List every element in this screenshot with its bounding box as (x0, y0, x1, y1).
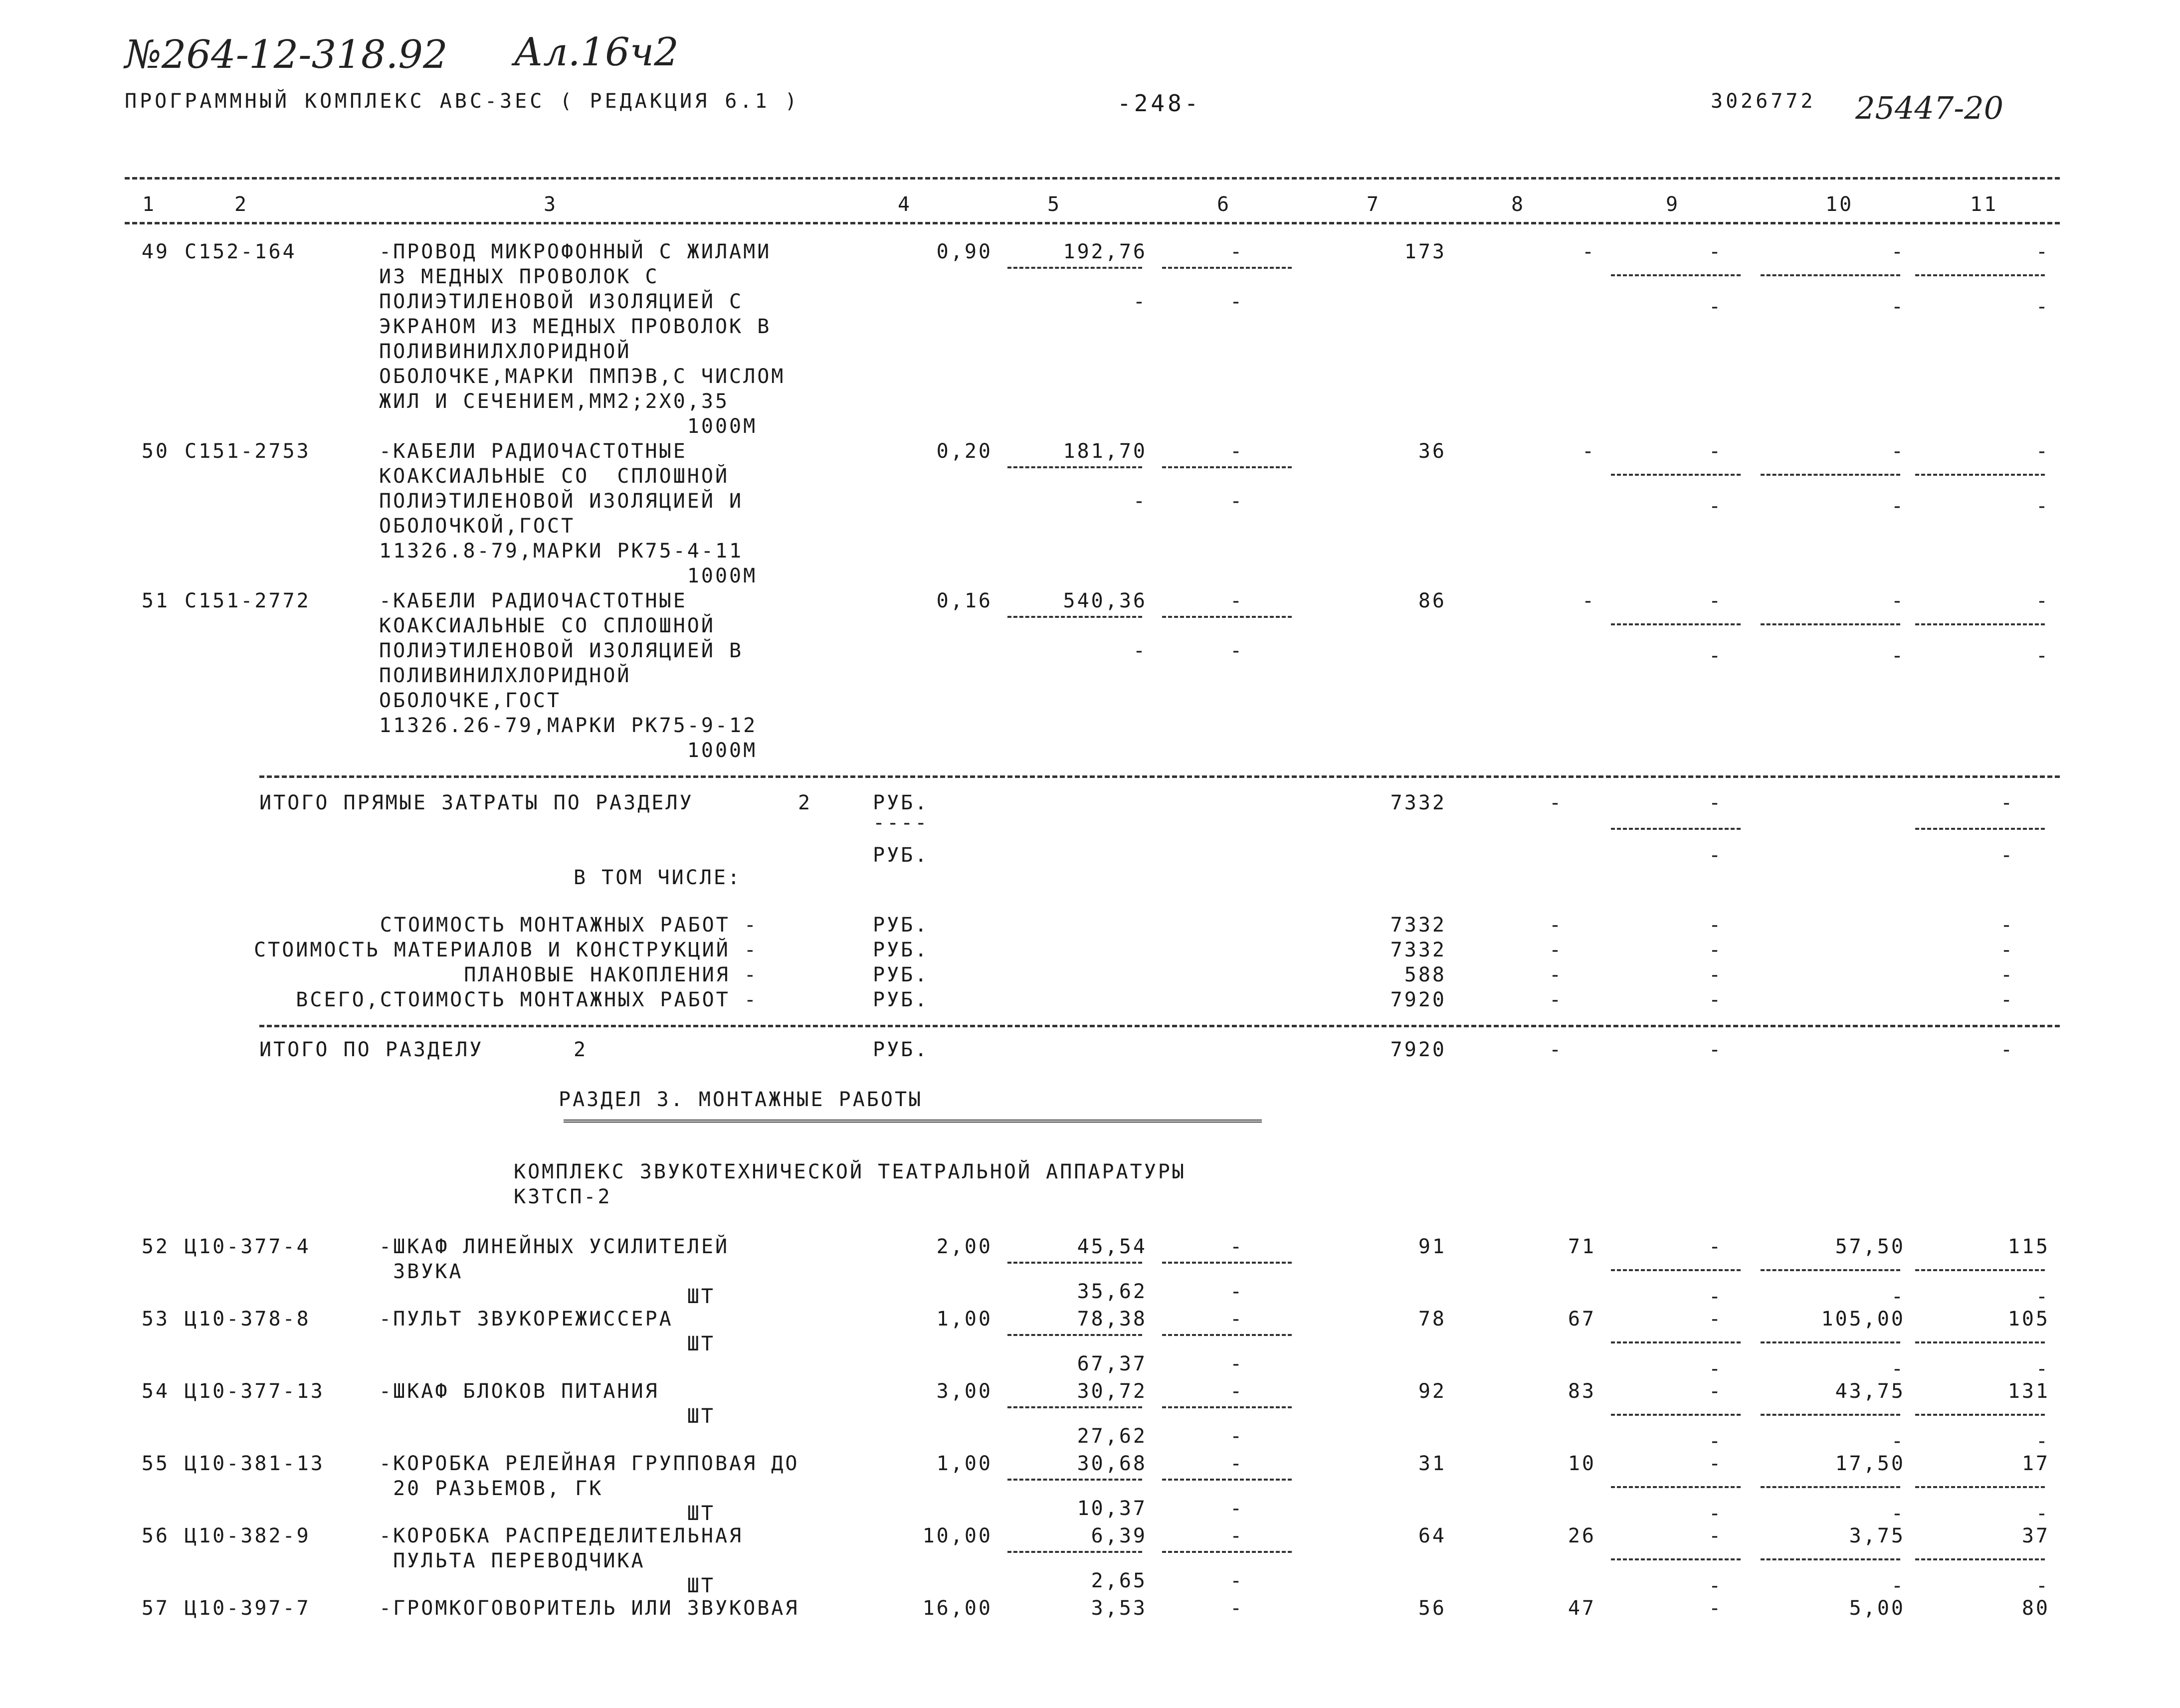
section-3-underline (564, 1120, 1262, 1123)
column-header-3: 3 (544, 193, 558, 216)
cell-qty: 0,90 (936, 240, 992, 263)
column-header-5: 5 (1047, 193, 1062, 216)
fraction-line (1761, 1558, 1900, 1560)
section-total-number: 2 (574, 1038, 588, 1061)
cell-c6: - (1229, 1452, 1244, 1475)
fraction-line (1915, 1341, 2045, 1343)
direct-costs-c7: 7332 (1390, 791, 1446, 814)
cell-c7: 36 (1418, 440, 1446, 463)
cell-qty: 0,20 (936, 440, 992, 463)
cell-price-lower: 10,37 (1077, 1497, 1147, 1520)
cell-price-lower: - (1133, 639, 1147, 662)
cell-c9: - (1708, 1524, 1723, 1547)
fraction-line (1611, 1341, 1741, 1343)
cell-c8: 26 (1568, 1524, 1596, 1547)
fraction-line (1915, 474, 2045, 476)
totals-row-c8: - (1549, 963, 1564, 986)
direct-costs-section: 2 (798, 791, 812, 814)
fraction-line (1761, 1341, 1900, 1343)
cell-c11-lower: - (2035, 1502, 2050, 1525)
section-3-subtitle: КОМПЛЕКС ЗВУКОТЕХНИЧЕСКОЙ ТЕАТРАЛЬНОЙ АППАРАТУРЫ (514, 1160, 1186, 1183)
program-title: ПРОГРАММНЫЙ КОМПЛЕКС АВС-ЗЕС ( РЕДАКЦИЯ 6.1 ) (125, 90, 800, 113)
cell-c8: 83 (1568, 1380, 1596, 1403)
cell-c6: - (1229, 589, 1244, 612)
column-header-8: 8 (1511, 193, 1526, 216)
item-description: -ПУЛЬТ ЗВУКОРЕЖИССЕРА ШТ (379, 1308, 715, 1355)
totals-row-label: ПЛАНОВЫЕ НАКОПЛЕНИЯ - (464, 963, 758, 986)
cell-c11: - (2035, 589, 2050, 612)
cell-c7: 64 (1418, 1524, 1446, 1547)
cell-price: 78,38 (1077, 1308, 1147, 1330)
cell-c9-lower: - (1708, 644, 1723, 667)
cell-c8: - (1582, 240, 1596, 263)
cell-c11-lower: - (2035, 295, 2050, 318)
fraction-line (1915, 623, 2045, 625)
cell-c6: - (1229, 1308, 1244, 1330)
cell-c6-lower: - (1229, 1569, 1244, 1592)
totals-row-c7: 7920 (1390, 988, 1446, 1011)
cell-c6: - (1229, 1380, 1244, 1403)
cell-c11: 80 (2021, 1597, 2050, 1620)
section-3-title: РАЗДЕЛ 3. МОНТАЖНЫЕ РАБОТЫ (559, 1088, 923, 1111)
cell-c8: 47 (1568, 1597, 1596, 1620)
fraction-line (1611, 474, 1741, 476)
cell-c10: 5,00 (1849, 1597, 1905, 1620)
cell-c6-lower: - (1229, 639, 1244, 662)
column-header-6: 6 (1217, 193, 1231, 216)
fraction-line (1915, 1486, 2045, 1488)
row-number: 53 (141, 1308, 170, 1330)
fraction-line (1761, 623, 1900, 625)
totals-row-c11: - (2000, 914, 2015, 937)
totals-row-c11: - (2000, 988, 2015, 1011)
cell-qty: 10,00 (922, 1524, 992, 1547)
cell-price: 3,53 (1091, 1597, 1147, 1620)
cell-c10: 57,50 (1835, 1235, 1905, 1258)
cell-c6-lower: - (1229, 490, 1244, 513)
totals-row-c9: - (1708, 939, 1723, 961)
cell-price: 181,70 (1063, 440, 1147, 463)
cell-c10: 3,75 (1849, 1524, 1905, 1547)
cell-c9-lower: - (1708, 295, 1723, 318)
fraction-line (1162, 1262, 1292, 1264)
direct-costs-c9b: - (1708, 844, 1723, 867)
fraction-line (1761, 1414, 1900, 1416)
rate-code: Ц10-397-7 (185, 1597, 311, 1620)
cell-c10-lower: - (1891, 1502, 1905, 1525)
cell-c7: 91 (1418, 1235, 1446, 1258)
fraction-line (1162, 616, 1292, 618)
cell-c10-lower: - (1891, 1430, 1905, 1453)
row-number: 52 (141, 1235, 170, 1258)
section-3-subtitle-code: КЗТСП-2 (514, 1185, 612, 1208)
rate-code: Ц10-378-8 (185, 1308, 311, 1330)
cell-c10-lower: - (1891, 1357, 1905, 1380)
totals-row-c7: 7332 (1390, 939, 1446, 961)
cell-c11-lower: - (2035, 1357, 2050, 1380)
cell-c10: - (1891, 240, 1905, 263)
column-header-4: 4 (898, 193, 912, 216)
fraction-line (1162, 267, 1292, 269)
cell-c10: - (1891, 589, 1905, 612)
document-code: 3026772 (1711, 90, 1816, 113)
cell-price-lower: 27,62 (1077, 1425, 1147, 1448)
totals-row-unit: РУБ. (873, 914, 929, 937)
fraction-line (1007, 616, 1142, 618)
cell-c10-lower: - (1891, 295, 1905, 318)
cell-c8: - (1582, 589, 1596, 612)
cell-price: 6,39 (1091, 1524, 1147, 1547)
column-header-2: 2 (234, 193, 249, 216)
cell-c11: - (2035, 240, 2050, 263)
item-description: -КАБЕЛИ РАДИОЧАСТОТНЫЕ КОАКСИАЛЬНЫЕ СО СПЛОШНОЙ ПОЛИЭТИЛЕНОВОЙ ИЗОЛЯЦИЕЙ В ПОЛИВИНИЛХЛОРИДНОЙ ОБОЛОЧКЕ,ГОСТ 11326.26-79,МАРКИ РК75-9-12 1000М (379, 589, 758, 762)
cell-c11-lower: - (2035, 1430, 2050, 1453)
column-header-9: 9 (1666, 193, 1680, 216)
cell-c10-lower: - (1891, 495, 1905, 518)
cell-c6-lower: - (1229, 1497, 1244, 1520)
handwritten-sheet-note: Ал.16ч2 (514, 30, 679, 75)
fraction-line (1007, 1262, 1142, 1264)
direct-costs-unit-2: РУБ. (873, 844, 929, 867)
fraction-line (1007, 1551, 1142, 1553)
row-number: 51 (141, 589, 170, 612)
including-label: В ТОМ ЧИСЛЕ: (574, 866, 742, 889)
fraction-line (1162, 1334, 1292, 1336)
fraction-line (1611, 274, 1741, 276)
fraction-line (1761, 1269, 1900, 1271)
header-rule-bottom (125, 222, 2060, 224)
cell-c9-lower: - (1708, 1430, 1723, 1453)
fraction-line (1007, 1334, 1142, 1336)
fraction-line (1761, 274, 1900, 276)
section-total-label: ИТОГО ПО РАЗДЕЛУ (259, 1038, 484, 1061)
cell-c7: 86 (1418, 589, 1446, 612)
totals-row-label: ВСЕГО,СТОИМОСТЬ МОНТАЖНЫХ РАБОТ - (296, 988, 758, 1011)
cell-c11-lower: - (2035, 1285, 2050, 1308)
fraction-line (1761, 1486, 1900, 1488)
direct-costs-c9-dash (1611, 828, 1741, 830)
cell-c10: 43,75 (1835, 1380, 1905, 1403)
section-total-c8: - (1549, 1038, 1564, 1061)
totals-row-c7: 7332 (1390, 914, 1446, 937)
totals-rule (259, 775, 2060, 778)
cell-c6-lower: - (1229, 1352, 1244, 1375)
direct-costs-c8: - (1549, 791, 1564, 814)
fraction-line (1915, 1269, 2045, 1271)
cell-c9: - (1708, 1452, 1723, 1475)
cell-price: 192,76 (1063, 240, 1147, 263)
cell-c9: - (1708, 1308, 1723, 1330)
fraction-line (1611, 623, 1741, 625)
row-number: 54 (141, 1380, 170, 1403)
cell-c9-lower: - (1708, 1502, 1723, 1525)
cell-c6: - (1229, 240, 1244, 263)
totals-row-c9: - (1708, 963, 1723, 986)
fraction-line (1611, 1486, 1741, 1488)
cell-qty: 16,00 (922, 1597, 992, 1620)
cell-c10: 17,50 (1835, 1452, 1905, 1475)
cell-price: 30,72 (1077, 1380, 1147, 1403)
fraction-line (1611, 1414, 1741, 1416)
fraction-line (1162, 1406, 1292, 1408)
item-description: -ПРОВОД МИКРОФОННЫЙ С ЖИЛАМИ ИЗ МЕДНЫХ ПРОВОЛОК С ПОЛИЭТИЛЕНОВОЙ ИЗОЛЯЦИЕЙ С ЭКРАНОМ ИЗ МЕДНЫХ ПРОВОЛОК В ПОЛИВИНИЛХЛОРИДНОЙ ОБОЛОЧКЕ,МАРКИ ПМПЭВ,С ЧИСЛОМ ЖИЛ И СЕЧЕНИЕМ,ММ2;2Х0,35 1000М (379, 240, 786, 438)
cell-price: 30,68 (1077, 1452, 1147, 1475)
totals-row-c11: - (2000, 963, 2015, 986)
cell-c9: - (1708, 1380, 1723, 1403)
item-description: -КАБЕЛИ РАДИОЧАСТОТНЫЕ КОАКСИАЛЬНЫЕ СО СПЛОШНОЙ ПОЛИЭТИЛЕНОВОЙ ИЗОЛЯЦИЕЙ И ОБОЛОЧКОЙ,ГОСТ 11326.8-79,МАРКИ РК75-4-11 1000М (379, 440, 758, 587)
rate-code: Ц10-377-13 (185, 1380, 325, 1403)
direct-costs-c11: - (2000, 791, 2015, 814)
item-description: -ШКАФ БЛОКОВ ПИТАНИЯ ШТ (379, 1380, 715, 1428)
row-number: 50 (141, 440, 170, 463)
cell-c11: 115 (2007, 1235, 2050, 1258)
page-number: -248- (1117, 90, 1201, 117)
cell-c10-lower: - (1891, 644, 1905, 667)
cell-price: 45,54 (1077, 1235, 1147, 1258)
handwritten-code: 25447-20 (1855, 90, 2004, 126)
row-number: 55 (141, 1452, 170, 1475)
handwritten-reg-number: №264-12-318.92 (125, 32, 448, 77)
cell-c7: 31 (1418, 1452, 1446, 1475)
rate-code: Ц10-382-9 (185, 1524, 311, 1547)
section-total-c11: - (2000, 1038, 2015, 1061)
cell-c11: 131 (2007, 1380, 2050, 1403)
fraction-line (1611, 1269, 1741, 1271)
cell-qty: 1,00 (936, 1308, 992, 1330)
section-total-c9: - (1708, 1038, 1723, 1061)
column-header-11: 11 (1970, 193, 1998, 216)
cell-price-lower: - (1133, 290, 1147, 313)
rate-code: Ц10-381-13 (185, 1452, 325, 1475)
totals-row-c8: - (1549, 939, 1564, 961)
totals-row-unit: РУБ. (873, 963, 929, 986)
cell-c11-lower: - (2035, 1574, 2050, 1597)
rate-code: С151-2772 (185, 589, 311, 612)
direct-costs-c11b: - (2000, 844, 2015, 867)
cell-c7: 92 (1418, 1380, 1446, 1403)
cell-c9: - (1708, 440, 1723, 463)
totals-row-c8: - (1549, 914, 1564, 937)
row-number: 56 (141, 1524, 170, 1547)
fraction-line (1915, 1414, 2045, 1416)
cell-c9-lower: - (1708, 495, 1723, 518)
fraction-line (1611, 1558, 1741, 1560)
fraction-line (1007, 1406, 1142, 1408)
cell-c9-lower: - (1708, 1574, 1723, 1597)
totals-row-c9: - (1708, 988, 1723, 1011)
cell-c9: - (1708, 240, 1723, 263)
cell-c6-lower: - (1229, 1425, 1244, 1448)
column-header-7: 7 (1367, 193, 1381, 216)
cell-c10: 105,00 (1821, 1308, 1905, 1330)
direct-costs-c9: - (1708, 791, 1723, 814)
cell-c11-lower: - (2035, 495, 2050, 518)
cell-c11: 17 (2021, 1452, 2050, 1475)
fraction-line (1761, 474, 1900, 476)
cell-c6: - (1229, 1524, 1244, 1547)
item-description: -ШКАФ ЛИНЕЙНЫХ УСИЛИТЕЛЕЙ ЗВУКА ШТ (379, 1235, 730, 1308)
column-header-10: 10 (1825, 193, 1854, 216)
totals-row-unit: РУБ. (873, 988, 929, 1011)
cell-price-lower: 67,37 (1077, 1352, 1147, 1375)
item-description: -КОРОБКА РЕЛЕЙНАЯ ГРУППОВАЯ ДО 20 РАЗЬЕМОВ, ГК ШТ (379, 1452, 799, 1525)
totals-row-c8: - (1549, 988, 1564, 1011)
totals-row-c7: 588 (1404, 963, 1446, 986)
item-description: -КОРОБКА РАСПРЕДЕЛИТЕЛЬНАЯ ПУЛЬТА ПЕРЕВОДЧИКА ШТ (379, 1524, 744, 1597)
cell-c6: - (1229, 1597, 1244, 1620)
cell-c8: 67 (1568, 1308, 1596, 1330)
direct-costs-unit: РУБ. (873, 791, 929, 814)
header-rule-top (125, 177, 2060, 180)
cell-c8: 10 (1568, 1452, 1596, 1475)
cell-c7: 173 (1404, 240, 1446, 263)
section-total-rule (259, 1025, 2060, 1027)
item-description: -ГРОМКОГОВОРИТЕЛЬ ИЛИ ЗВУКОВАЯ (379, 1597, 799, 1620)
cell-c10-lower: - (1891, 1574, 1905, 1597)
totals-row-c11: - (2000, 939, 2015, 961)
row-number: 57 (141, 1597, 170, 1620)
fraction-line (1007, 1479, 1142, 1481)
cell-c7: 56 (1418, 1597, 1446, 1620)
cell-c9: - (1708, 1597, 1723, 1620)
cell-c11: 37 (2021, 1524, 2050, 1547)
totals-row-label: СТОИМОСТЬ МОНТАЖНЫХ РАБОТ - (380, 914, 758, 937)
rate-code: Ц10-377-4 (185, 1235, 311, 1258)
cell-c6: - (1229, 440, 1244, 463)
cell-c8: - (1582, 440, 1596, 463)
cell-c9: - (1708, 589, 1723, 612)
totals-row-c9: - (1708, 914, 1723, 937)
cell-c11-lower: - (2035, 644, 2050, 667)
cell-c11: - (2035, 440, 2050, 463)
direct-costs-unit-dash: ---- (873, 811, 929, 834)
fraction-line (1162, 466, 1292, 468)
rate-code: С151-2753 (185, 440, 311, 463)
cell-c6: - (1229, 1235, 1244, 1258)
section-total-unit: РУБ. (873, 1038, 929, 1061)
cell-qty: 1,00 (936, 1452, 992, 1475)
direct-costs-c11-dash (1915, 828, 2045, 830)
cell-qty: 0,16 (936, 589, 992, 612)
direct-costs-label: ИТОГО ПРЯМЫЕ ЗАТРАТЫ ПО РАЗДЕЛУ (259, 791, 694, 814)
cell-price-lower: - (1133, 490, 1147, 513)
fraction-line (1162, 1551, 1292, 1553)
cell-qty: 3,00 (936, 1380, 992, 1403)
cell-c10: - (1891, 440, 1905, 463)
column-header-1: 1 (142, 193, 157, 216)
totals-row-label: СТОИМОСТЬ МАТЕРИАЛОВ И КОНСТРУКЦИЙ - (254, 939, 758, 961)
cell-c7: 78 (1418, 1308, 1446, 1330)
fraction-line (1915, 274, 2045, 276)
fraction-line (1162, 1479, 1292, 1481)
cell-c9: - (1708, 1235, 1723, 1258)
section-total-c7: 7920 (1390, 1038, 1446, 1061)
cell-price-lower: 2,65 (1091, 1569, 1147, 1592)
cell-price: 540,36 (1063, 589, 1147, 612)
cell-c6-lower: - (1229, 290, 1244, 313)
fraction-line (1007, 466, 1142, 468)
totals-row-unit: РУБ. (873, 939, 929, 961)
row-number: 49 (141, 240, 170, 263)
cell-c10-lower: - (1891, 1285, 1905, 1308)
cell-c8: 71 (1568, 1235, 1596, 1258)
fraction-line (1915, 1558, 2045, 1560)
cell-c6-lower: - (1229, 1280, 1244, 1303)
cell-qty: 2,00 (936, 1235, 992, 1258)
cell-c9-lower: - (1708, 1357, 1723, 1380)
fraction-line (1007, 267, 1142, 269)
cell-price-lower: 35,62 (1077, 1280, 1147, 1303)
cell-c11: 105 (2007, 1308, 2050, 1330)
rate-code: С152-164 (185, 240, 297, 263)
cell-c9-lower: - (1708, 1285, 1723, 1308)
